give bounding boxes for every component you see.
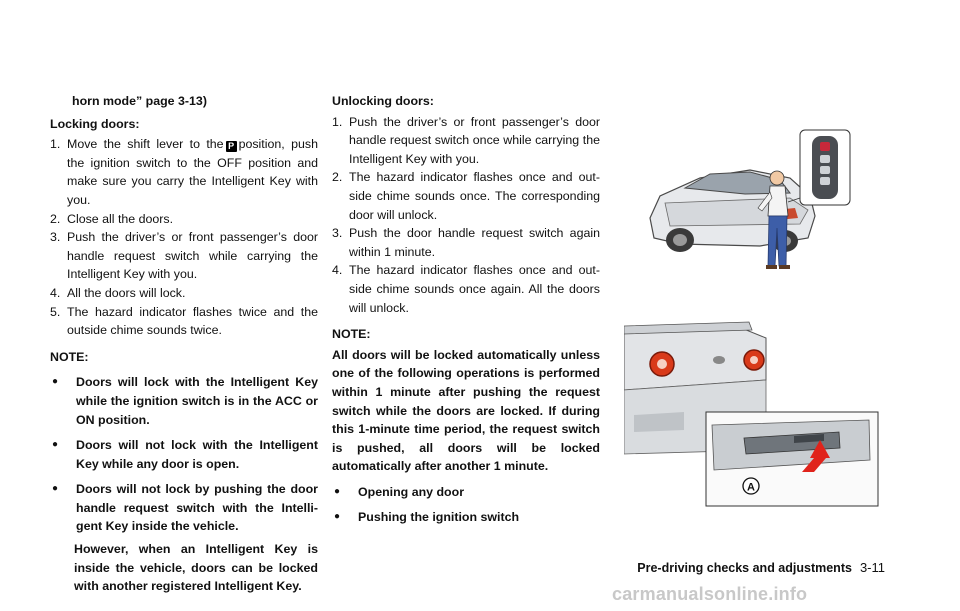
bullet-dot-icon: ● — [52, 439, 59, 451]
unlocking-step: 3. Push the door handle request switch again within 1 minute. — [332, 226, 600, 259]
auto-relock-note: All doors will be locked automatically unless one of the following operations is performed within 1 minute after pushing the request switch while the doors are locked. If during this 1-minute time period, the request switch is pushed, all doors will be locked automatically after another 1 minute. — [332, 347, 600, 474]
note-bullet: ● Doors will lock with the Intelligent Key while the ignition switch is in the ACC or ON position. — [50, 373, 318, 429]
section-title: Pre-driving checks and adjustments — [637, 561, 852, 575]
note-followup: However, when an Intelligent Key is inside the vehicle, doors can be locked with another registered Intelligent Key. — [74, 542, 318, 594]
bullet-dot-icon: ● — [334, 485, 341, 497]
car-illustration — [650, 170, 815, 252]
bullet-dot-icon: ● — [334, 511, 341, 523]
unlocking-step: 4. The hazard indicator flashes once and out-side chime sounds once again. All the doors will unlock. — [332, 263, 600, 315]
page-number: 3-11 — [859, 560, 885, 575]
request-switch-inset — [706, 412, 878, 506]
locking-step: 3. Push the driver’s or front passenger’s door handle request switch while carrying the Intelligent Key with you. — [50, 230, 318, 282]
note-heading: NOTE: — [332, 327, 371, 342]
left-column — [50, 92, 318, 596]
bullet-dot-icon: ● — [52, 483, 59, 495]
continued-reference: horn mode” page 3-13) — [72, 94, 207, 108]
unlocking-step: 2. The hazard indicator flashes once and out-side chime sounds once. The corresponding door will unlock. — [332, 170, 600, 222]
page-footer — [620, 560, 885, 575]
locking-step: 4. All the doors will lock. — [50, 285, 186, 300]
locking-step: 5. The hazard indicator flashes twice and the outside chime sounds twice. — [50, 304, 318, 338]
bullet-dot-icon: ● — [52, 376, 59, 388]
locking-step: 2. Close all the doors. — [50, 211, 174, 226]
note-bullet: ● Opening any door — [332, 483, 600, 502]
note-bullet: ● Doors will not lock with the Intelligent Key while any door is open. — [50, 436, 318, 473]
note-bullet: ● Pushing the ignition switch — [332, 508, 600, 527]
door-handle-request-switch-illustration — [624, 320, 880, 508]
note-heading: NOTE: — [50, 349, 89, 364]
car-with-person-illustration — [640, 98, 880, 288]
note-bullet: ● Doors will not lock by pushing the door handle request switch with the Intelli-gent Key inside the vehicle. — [50, 480, 318, 536]
right-column — [332, 92, 600, 527]
park-position-icon: P — [226, 141, 237, 152]
locking-doors-heading: Locking doors: — [50, 116, 140, 131]
unlocking-doors-heading: Unlocking doors: — [332, 94, 434, 108]
locking-step: 1. Move the shift lever to the P position, push the ignition switch to the OFF position and make sure you carry the Intelligent Key with you. — [50, 137, 318, 207]
callout-a-label: A — [747, 481, 755, 494]
unlocking-step: 1. Push the driver’s or front passenger’s door handle request switch once while carrying the Intelligent Key with you. — [332, 114, 600, 166]
watermark: carmanualsonline.info — [612, 584, 808, 604]
